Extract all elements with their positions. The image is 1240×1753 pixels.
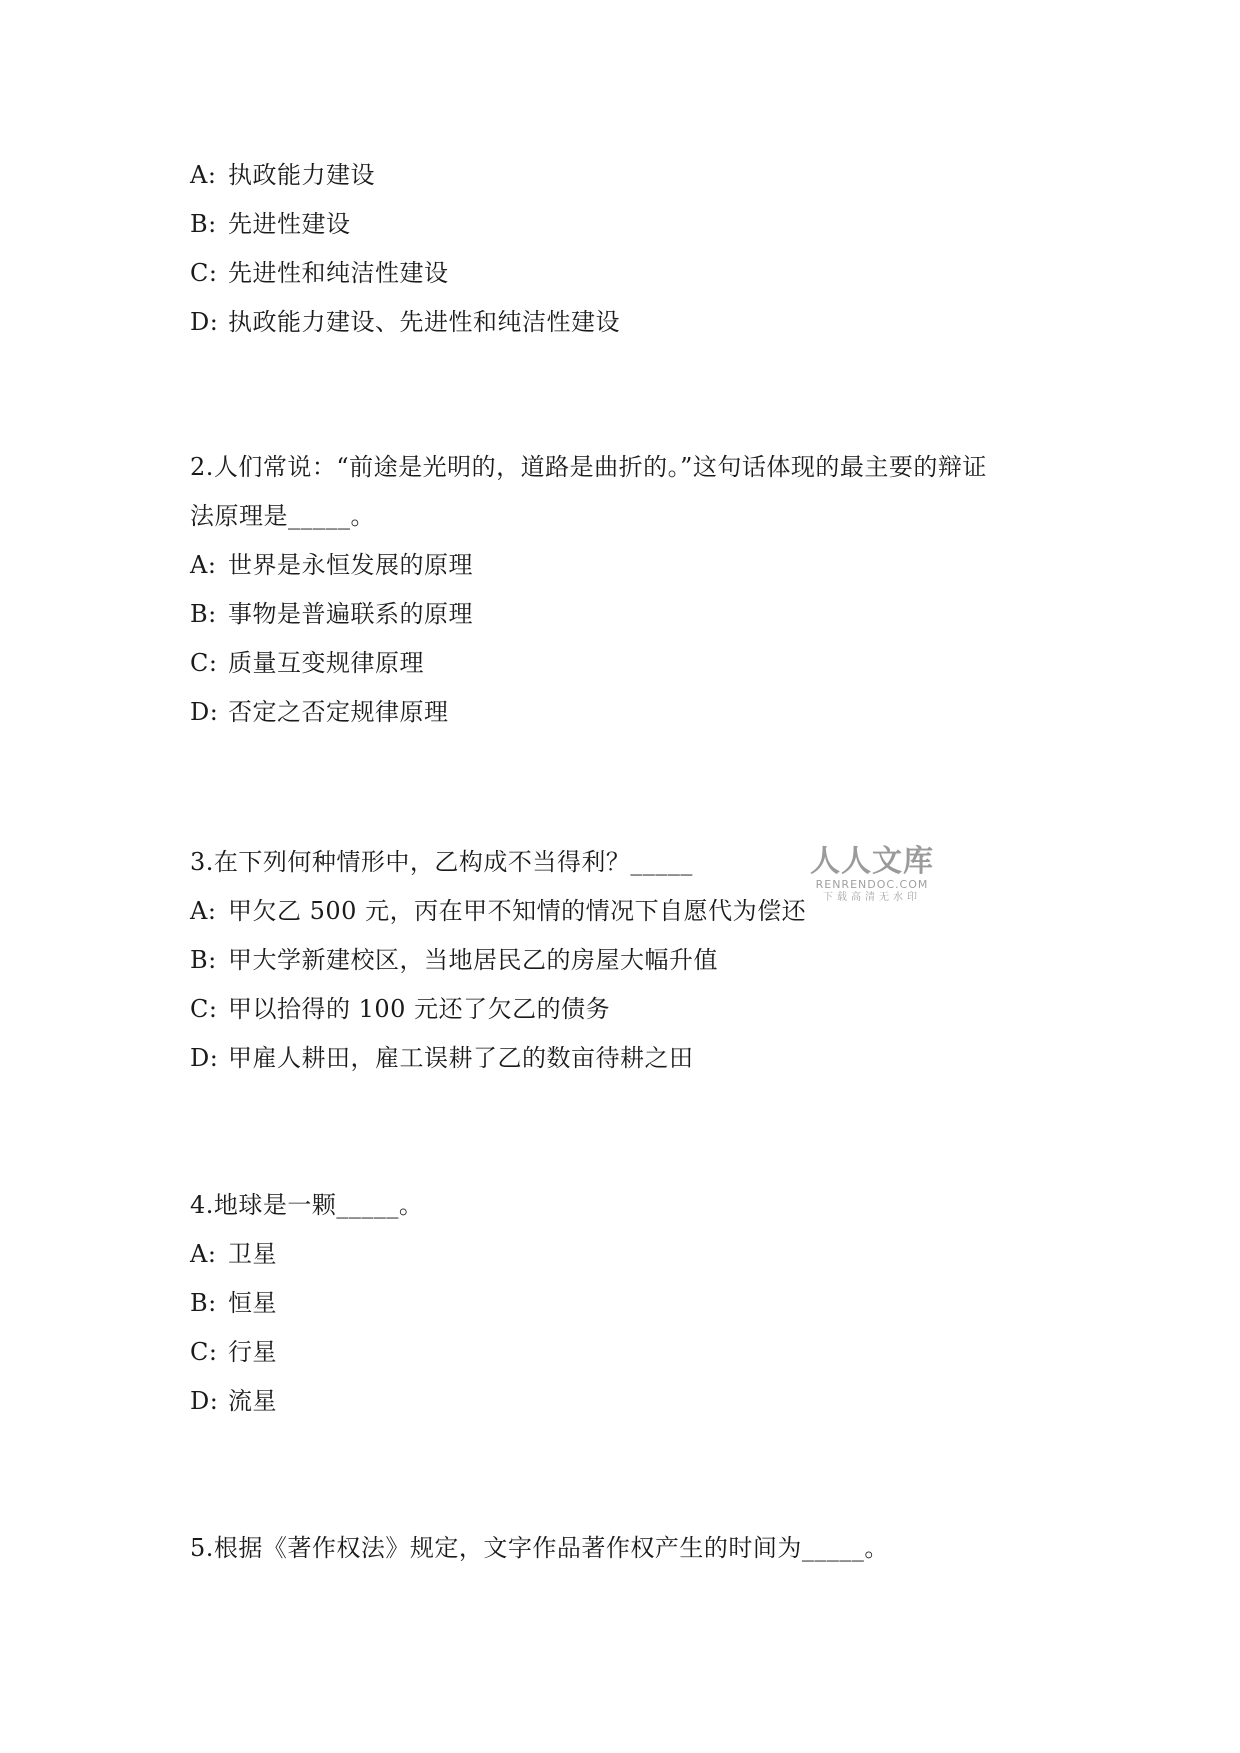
option-letter: D: [190, 308, 219, 336]
option-text: 流星 [228, 1387, 277, 1415]
option-b [190, 590, 1050, 639]
option-d [190, 688, 1050, 737]
option-letter: D: [190, 698, 219, 726]
option-letter: A: [190, 1240, 217, 1268]
option-text: 世界是永恒发展的原理 [228, 551, 473, 579]
option-letter: C: [190, 259, 218, 287]
option-text: 执政能力建设 [228, 161, 375, 189]
option-text: 甲以拾得的 100 元还了欠乙的债务 [228, 995, 611, 1023]
option-letter: C: [190, 995, 218, 1023]
option-letter: A: [190, 897, 217, 925]
option-letter: B: [190, 946, 217, 974]
option-text: 甲欠乙 500 元，丙在甲不知情的情况下自愿代为偿还 [228, 897, 807, 925]
question-2 [190, 443, 1050, 737]
option-d [190, 298, 1050, 347]
question-stem-continued: 法原理是_____。 [190, 502, 375, 530]
option-text: 甲雇人耕田，雇工误耕了乙的数亩待耕之田 [228, 1044, 694, 1072]
option-letter: D: [190, 1387, 219, 1415]
watermark-subtitle: 下载高清无水印 [823, 892, 921, 903]
option-text: 恒星 [228, 1289, 277, 1317]
option-a [190, 1230, 1050, 1279]
option-text: 执政能力建设、先进性和纯洁性建设 [228, 308, 620, 336]
question-5 [190, 1524, 1050, 1573]
option-b [190, 200, 1050, 249]
option-c [190, 1328, 1050, 1377]
option-letter: B: [190, 210, 217, 238]
question-stem: 5.根据《著作权法》规定，文字作品著作权产生的时间为_____。 [190, 1534, 889, 1562]
option-text: 先进性和纯洁性建设 [228, 259, 449, 287]
option-d [190, 1034, 1050, 1083]
option-c [190, 639, 1050, 688]
option-text: 否定之否定规律原理 [228, 698, 449, 726]
watermark-url: RENRENDOC.COM [815, 878, 929, 891]
question-stem: 2.人们常说：“前途是光明的，道路是曲折的。”这句话体现的最主要的辩证 [190, 453, 987, 481]
option-letter: B: [190, 600, 217, 628]
option-text: 质量互变规律原理 [228, 649, 424, 677]
option-b [190, 936, 1050, 985]
watermark-logo [808, 846, 936, 904]
question-1-options [190, 151, 1050, 347]
option-letter: A: [190, 161, 217, 189]
option-text: 先进性建设 [228, 210, 351, 238]
question-stem: 3.在下列何种情形中，乙构成不当得利？_____ [190, 848, 693, 876]
watermark-title: 人人文库 [810, 844, 934, 879]
option-a [190, 541, 1050, 590]
option-d [190, 1377, 1050, 1426]
option-c [190, 985, 1050, 1034]
option-text: 甲大学新建校区，当地居民乙的房屋大幅升值 [228, 946, 718, 974]
option-letter: C: [190, 1338, 218, 1366]
option-text: 卫星 [228, 1240, 277, 1268]
question-stem: 4.地球是一颗_____。 [190, 1191, 424, 1219]
option-letter: B: [190, 1289, 217, 1317]
option-letter: C: [190, 649, 218, 677]
option-text: 行星 [228, 1338, 277, 1366]
question-4 [190, 1181, 1050, 1426]
option-b [190, 1279, 1050, 1328]
option-a [190, 151, 1050, 200]
option-letter: A: [190, 551, 217, 579]
option-letter: D: [190, 1044, 219, 1072]
option-c [190, 249, 1050, 298]
option-text: 事物是普遍联系的原理 [228, 600, 473, 628]
